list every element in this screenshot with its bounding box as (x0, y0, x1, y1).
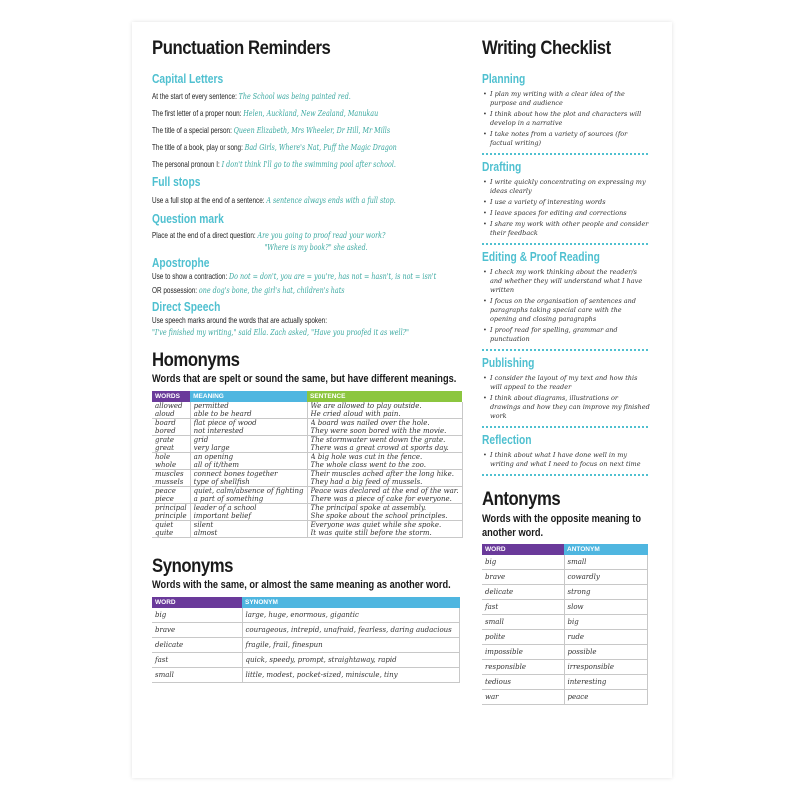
homonym-words-text: board (155, 419, 176, 427)
checklist-item: • I think about how the plot and characters will develop in a narrative (482, 110, 650, 128)
homonym-sentence-text: There was a great crowd at sports day. (310, 444, 449, 452)
homonym-sentence-text: Their muscles ached after the long hike. (310, 470, 454, 478)
homonym-sentence-text: A big hole was cut in the fence. (310, 453, 423, 461)
antonym-value: peace (564, 690, 648, 705)
synonym-value: large, huge, enormous, gigantic (242, 608, 460, 623)
homonym-meaning-text: connect bones together (193, 470, 278, 478)
homonym-row (152, 402, 462, 419)
antonym-word: tedious (482, 675, 564, 690)
antonym-row (482, 690, 648, 705)
homonym-words-text: aloud (155, 410, 175, 418)
homonym-sentence-text: They had a big feed of mussels. (310, 478, 423, 486)
homonym-sentence-text: A board was nailed over the hole. (310, 419, 430, 427)
capital-label: The personal pronoun I: (152, 160, 220, 169)
apostrophe-heading: Apostrophe (152, 256, 210, 270)
capital-row (152, 88, 398, 105)
homonyms-table (152, 391, 463, 538)
synonym-word: delicate (152, 638, 242, 653)
homonym-sentence-text: It was quite still before the storm. (310, 529, 432, 537)
homonym-words-cell (152, 436, 190, 453)
homonym-sentence-cell (307, 521, 462, 538)
question-line-2 (152, 242, 398, 253)
antonym-row (482, 630, 648, 645)
dotted-divider (482, 349, 648, 351)
checklist-section (482, 72, 650, 155)
homonym-meaning-text: quiet, calm/absence of fighting (193, 487, 304, 495)
homonym-sentence-text: She spoke about the school principles. (310, 512, 448, 520)
homonym-sentence-text: The whole class went to the zoo. (310, 461, 426, 469)
homonym-meaning-text: flat piece of wood (193, 419, 257, 427)
homonym-sentence-cell (307, 453, 462, 470)
antonym-word: delicate (482, 585, 564, 600)
antonyms-header-word: WORD (482, 544, 564, 555)
homonym-row (152, 504, 462, 521)
checklist-heading: Drafting (482, 160, 522, 174)
homonym-row (152, 470, 462, 487)
checklist-body (482, 72, 650, 476)
capital-heading: Capital Letters (152, 72, 224, 86)
synonym-word: brave (152, 623, 242, 638)
antonym-row (482, 675, 648, 690)
synonyms-subtitle: Words with the same, or almost the same meaning as another word. (152, 579, 451, 591)
homonym-meaning-text: able to be heard (193, 410, 252, 418)
capital-example: Queen Elizabeth, Mrs Wheeler, Dr Hill, Mr Mills (233, 125, 391, 135)
checklist-heading: Reflection (482, 433, 532, 447)
synonyms-title: Synonyms (152, 556, 234, 577)
antonym-value: rude (564, 630, 648, 645)
homonym-sentence-cell (307, 470, 462, 487)
checklist-item: • I proof read for spelling, grammar and punctuation (482, 326, 650, 344)
checklist-title: Writing Checklist (482, 38, 611, 59)
homonym-row (152, 436, 462, 453)
capital-example: The School was being painted red. (238, 91, 351, 101)
synonym-row (152, 623, 460, 638)
synonym-value: little, modest, pocket-sized, miniscule, tiny (242, 668, 460, 683)
homonyms-subtitle: Words that are spelt or sound the same, but have different meanings. (152, 373, 457, 385)
homonym-words-text: quite (155, 529, 174, 537)
antonym-value: irresponsible (564, 660, 648, 675)
antonym-value: small (564, 555, 648, 570)
homonym-words-cell (152, 521, 190, 538)
homonym-row (152, 453, 462, 470)
right-column (482, 38, 650, 705)
homonym-words-text: bored (155, 427, 176, 435)
homonym-words-cell (152, 487, 190, 504)
synonym-row (152, 638, 460, 653)
homonyms-title: Homonyms (152, 350, 240, 371)
homonym-words-text: quiet (155, 521, 174, 529)
homonym-meaning-text: important belief (193, 512, 251, 520)
homonym-meaning-cell (190, 487, 307, 504)
homonym-meaning-cell (190, 402, 307, 419)
antonym-value: interesting (564, 675, 648, 690)
antonym-value: slow (564, 600, 648, 615)
checklist-item: • I check my work thinking about the reader/s and whether they will understand what I have written (482, 268, 650, 295)
antonym-value: big (564, 615, 648, 630)
antonym-word: fast (482, 600, 564, 615)
apostrophe-line-1 (152, 270, 437, 283)
homonym-words-text: whole (155, 461, 177, 469)
homonym-meaning-cell (190, 436, 307, 453)
capital-label: The first letter of a proper noun: (152, 109, 242, 118)
homonym-sentence-text: He cried aloud with pain. (310, 410, 401, 418)
checklist-heading: Planning (482, 72, 526, 86)
checklist-item: • I consider the layout of my text and how this will appeal to the reader (482, 374, 650, 392)
homonym-words-text: peace (155, 487, 176, 495)
homonym-meaning-text: silent (193, 521, 214, 529)
capital-row (152, 139, 398, 156)
speech-heading: Direct Speech (152, 300, 221, 314)
speech-label: Use speech marks around the words that are actually spoken: (152, 316, 328, 325)
homonym-row (152, 521, 462, 538)
homonym-meaning-text: a part of something (193, 495, 264, 503)
homonym-words-text: mussels (155, 478, 184, 486)
synonyms-table (152, 597, 460, 683)
fullstops-label: Use a full stop at the end of a sentence: (152, 196, 265, 205)
antonyms-title: Antonyms (482, 489, 561, 510)
homonym-words-text: principle (155, 512, 187, 520)
homonym-meaning-text: not interested (193, 427, 244, 435)
checklist-item: • I write quickly concentrating on expressing my ideas clearly (482, 178, 650, 196)
dotted-divider (482, 153, 648, 155)
capital-row (152, 122, 398, 139)
homonyms-header-words: WORDS (152, 391, 190, 402)
checklist-item: • I leave spaces for editing and corrections (482, 209, 650, 218)
homonym-words-text: grate (155, 436, 174, 444)
homonym-words-text: piece (155, 495, 174, 503)
homonym-sentence-text: The principal spoke at assembly. (310, 504, 427, 512)
question-heading: Question mark (152, 212, 224, 226)
homonym-meaning-cell (190, 419, 307, 436)
homonym-row (152, 487, 462, 504)
antonym-word: war (482, 690, 564, 705)
homonym-words-cell (152, 453, 190, 470)
homonym-meaning-text: almost (193, 529, 218, 537)
checklist-section (482, 356, 650, 428)
homonym-words-cell (152, 504, 190, 521)
checklist-section (482, 160, 650, 245)
antonym-row (482, 615, 648, 630)
antonym-word: small (482, 615, 564, 630)
fullstops-heading: Full stops (152, 175, 201, 189)
checklist-item: • I focus on the organisation of sentences and paragraphs taking special care with the opening and closing paragraphs (482, 297, 650, 324)
homonyms-header-sentence: SENTENCE (307, 391, 462, 402)
synonym-value: quick, speedy, prompt, straightaway, rapid (242, 653, 460, 668)
homonym-words-cell (152, 402, 190, 419)
antonym-row (482, 660, 648, 675)
fullstops-line (152, 192, 398, 209)
checklist-item: • I plan my writing with a clear idea of the purpose and audience (482, 90, 650, 108)
homonym-sentence-cell (307, 504, 462, 521)
capital-example: Helen, Auckland, New Zealand, Manukau (243, 108, 379, 118)
synonym-word: big (152, 608, 242, 623)
capital-example: I don't think I'll go to the swimming pool after school. (221, 159, 396, 169)
synonyms-header-synonym: SYNONYM (242, 597, 460, 608)
homonym-row (152, 419, 462, 436)
homonym-words-text: great (155, 444, 174, 452)
checklist-item: • I think about diagrams, illustrations or drawings and how they can improve my finished work (482, 394, 650, 421)
antonym-row (482, 645, 648, 660)
checklist-heading: Editing & Proof Reading (482, 250, 600, 264)
homonym-meaning-cell (190, 453, 307, 470)
speech-label-line (152, 314, 398, 327)
homonym-sentence-text: There was a piece of cake for everyone. (310, 495, 452, 503)
antonym-value: cowardly (564, 570, 648, 585)
left-column (152, 38, 468, 683)
synonym-row (152, 608, 460, 623)
antonym-word: big (482, 555, 564, 570)
homonym-sentence-text: Peace was declared at the end of the war. (310, 487, 459, 495)
homonyms-header-meaning: MEANING (190, 391, 307, 402)
homonym-sentence-text: We are allowed to play outside. (310, 402, 422, 410)
punctuation-title: Punctuation Reminders (152, 38, 331, 59)
antonym-value: possible (564, 645, 648, 660)
antonyms-subtitle: Words with the opposite meaning to another word. (482, 513, 641, 539)
homonym-meaning-cell (190, 521, 307, 538)
checklist-heading: Publishing (482, 356, 535, 370)
homonym-words-text: principal (155, 504, 187, 512)
homonym-words-text: hole (155, 453, 171, 461)
homonym-sentence-text: The stormwater went down the grate. (310, 436, 446, 444)
antonyms-header-antonym: ANTONYM (564, 544, 648, 555)
antonyms-table (482, 544, 648, 705)
homonym-words-text: muscles (155, 470, 184, 478)
question-example-2: "Where is my book?" she asked. (264, 242, 368, 252)
antonym-word: polite (482, 630, 564, 645)
homonym-words-cell (152, 419, 190, 436)
speech-example: "I've finished my writing," said Ella. Zach asked, "Have you proofed it as well?" (152, 327, 409, 337)
antonym-word: brave (482, 570, 564, 585)
dotted-divider (482, 243, 648, 245)
antonym-row (482, 585, 648, 600)
apostrophe-label-2: OR possession: (152, 286, 198, 295)
dotted-divider (482, 426, 648, 428)
synonym-word: small (152, 668, 242, 683)
antonym-word: responsible (482, 660, 564, 675)
antonym-value: strong (564, 585, 648, 600)
speech-example-line (152, 327, 409, 338)
antonym-word: impossible (482, 645, 564, 660)
synonym-word: fast (152, 653, 242, 668)
homonym-sentence-cell (307, 487, 462, 504)
capital-label: At the start of every sentence: (152, 92, 237, 101)
homonym-meaning-text: permitted (193, 402, 229, 410)
capital-label: The title of a book, play or song: (152, 143, 243, 152)
homonym-sentence-text: They were soon bored with the movie. (310, 427, 447, 435)
synonym-row (152, 668, 460, 683)
fullstops-example: A sentence always ends with a full stop. (266, 195, 396, 205)
capital-rows (152, 88, 468, 173)
homonym-sentence-cell (307, 436, 462, 453)
antonym-row (482, 600, 648, 615)
synonym-row (152, 653, 460, 668)
checklist-item: • I use a variety of interesting words (482, 198, 650, 207)
apostrophe-example-1: Do not = don't, you are = you're, has not = hasn't, is not = isn't (229, 271, 437, 281)
capital-label: The title of a special person: (152, 126, 232, 135)
apostrophe-example-2: one dog's bone, the girl's hat, children's hats (198, 285, 345, 295)
dotted-divider (482, 474, 648, 476)
question-example-1: Are you going to proof read your work? (257, 230, 386, 240)
homonym-meaning-text: very large (193, 444, 230, 452)
checklist-item: • I think about what I have done well in my writing and what I need to focus on next time (482, 451, 650, 469)
homonym-sentence-text: Everyone was quiet while she spoke. (310, 521, 442, 529)
checklist-section (482, 250, 650, 351)
checklist-section (482, 433, 650, 476)
homonym-meaning-text: grid (193, 436, 209, 444)
checklist-item: • I take notes from a variety of sources (for factual writing) (482, 130, 650, 148)
synonyms-header-word: WORD (152, 597, 242, 608)
synonym-value: courageous, intrepid, unafraid, fearless, daring audacious (242, 623, 460, 638)
antonym-row (482, 570, 648, 585)
synonym-value: fragile, frail, finespun (242, 638, 460, 653)
homonym-meaning-text: type of shellfish (193, 478, 250, 486)
capital-row (152, 105, 398, 122)
homonym-meaning-text: an opening (193, 453, 234, 461)
apostrophe-line-2 (152, 283, 398, 298)
capital-example: Bad Girls, Where's Nat, Puff the Magic Dragon (244, 142, 397, 152)
question-line (152, 229, 398, 242)
capital-row (152, 156, 398, 173)
homonym-meaning-cell (190, 504, 307, 521)
homonym-meaning-text: leader of a school (193, 504, 257, 512)
checklist-item: • I share my work with other people and consider their feedback (482, 220, 650, 238)
apostrophe-label-1: Use to show a contraction: (152, 272, 228, 281)
homonym-sentence-cell (307, 402, 462, 419)
homonym-meaning-text: all of it/them (193, 461, 240, 469)
question-label: Place at the end of a direct question: (152, 231, 256, 240)
homonym-words-cell (152, 470, 190, 487)
homonym-meaning-cell (190, 470, 307, 487)
homonym-words-text: allowed (155, 402, 183, 410)
homonym-sentence-cell (307, 419, 462, 436)
antonym-row (482, 555, 648, 570)
